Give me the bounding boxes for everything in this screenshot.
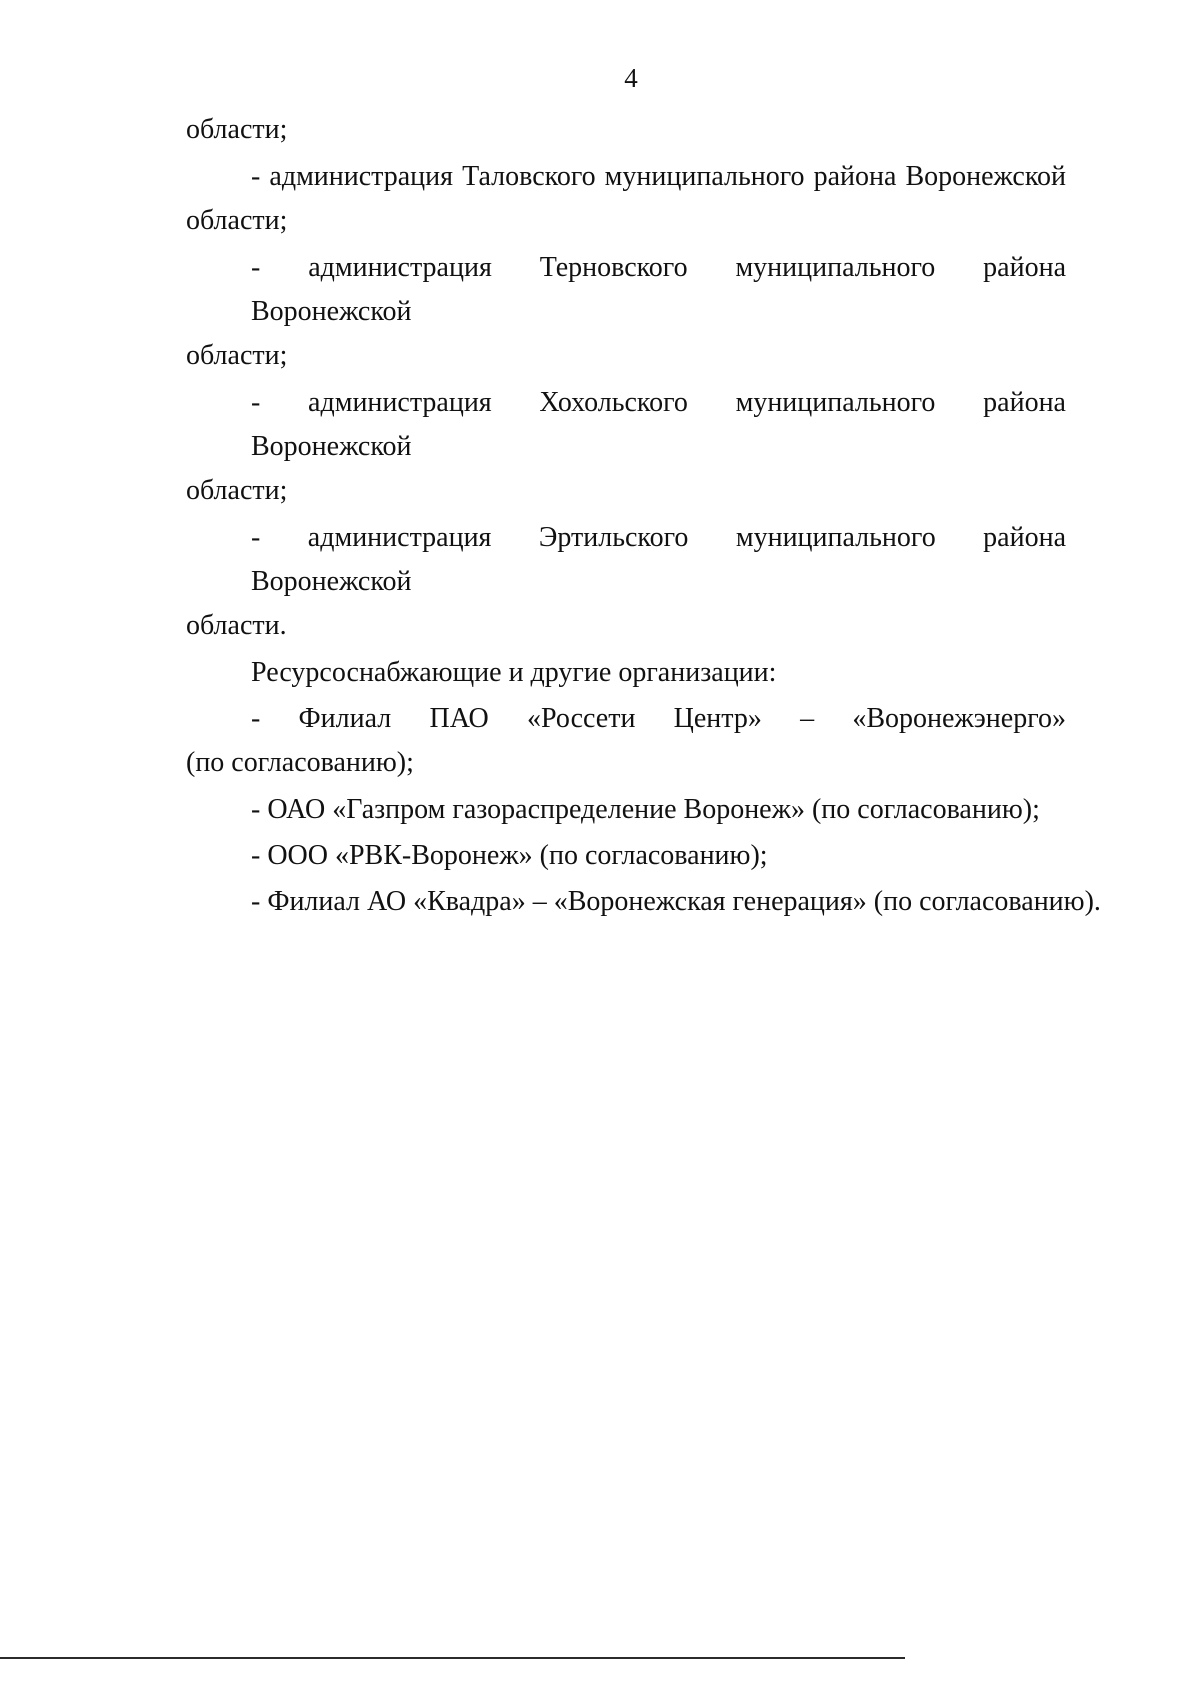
list-item-ertilsky: - администрация Эртильского муниципального района Воронежской bbox=[251, 522, 1066, 597]
page-number: 4 bbox=[624, 63, 638, 93]
text-line: области; bbox=[186, 205, 288, 236]
list-item-kvadra: - Филиал АО «Квадра» – «Воронежская генерация» (по согласованию). bbox=[251, 886, 1101, 917]
text-line: области. bbox=[186, 610, 287, 641]
list-item-gazprom: - ОАО «Газпром газораспределение Воронеж» (по согласованию); bbox=[251, 794, 1040, 825]
section-heading-organizations: Ресурсоснабжающие и другие организации: bbox=[251, 657, 777, 688]
list-item-rvk: - ООО «РВК-Воронеж» (по согласованию); bbox=[251, 840, 768, 871]
list-item-taloвsky: - администрация Таловского муниципального района Воронежской bbox=[251, 161, 1066, 192]
list-item-ternovsky: - администрация Терновского муниципального района Воронежской bbox=[251, 252, 1066, 327]
bottom-rule bbox=[0, 1657, 905, 1659]
list-item-khokholsky: - администрация Хохольского муниципального района Воронежской bbox=[251, 387, 1066, 462]
list-item-rosseti: - Филиал ПАО «Россети Центр» – «Воронежэнерго» bbox=[251, 703, 1066, 734]
document-body bbox=[186, 108, 1101, 924]
text-line: области; bbox=[186, 475, 288, 506]
text-line: области; bbox=[186, 340, 288, 371]
text-line: области; bbox=[186, 114, 288, 145]
text-line: (по согласованию); bbox=[186, 747, 414, 778]
